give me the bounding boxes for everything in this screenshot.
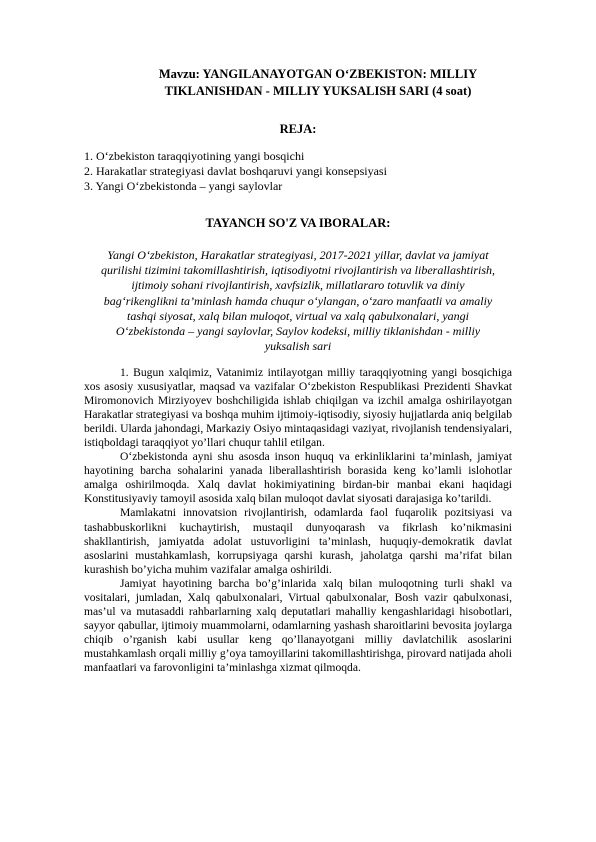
keywords-line: qurilishi tizimini takomillashtirish, iqtisodiyotni rivojlantirish va liberallashtirish, [100, 263, 496, 278]
keywords-line: ijtimoiy sohani rivojlantirish, xavfsizlik, millatlararo totuvlik va diniy [131, 278, 465, 293]
keywords-heading: TAYANCH SO'Z VA IBORALAR: [205, 216, 391, 230]
plan-item: 3. Yangi O‘zbekistonda – yangi saylovlar [84, 179, 283, 193]
keywords-line: Yangi O‘zbekiston, Harakatlar strategiyasi, 2017-2021 yillar, davlat va jamiyat [107, 248, 489, 262]
paragraph: Jamiyat hayotining barcha bo’g’inlarida xalq bilan muloqotning turli shakl va vositalari, jumladan, Xalq qabulxonalari, Virtual qabulxonalar, Bosh vazir qabulxonasi, mas’ul va mutasaddi rahbarlarning xalq deputatlari mahalliy kengashlaridagi hisobotlari, sayyor qabullar, ijtimoiy muammolarni, odamlarning yashash sharoitlarini bevosita joylarga chiqib o’rganish kabi usullar keng qo’llanayotgani milliy davlatchilik asoslarini mustahkamlash orqali milliy g’oya tamoyillarini takomillashtirishga, pirovard natijada aholi manfaatlari va farovonligini ta’minlashga xizmat qilmoqda. [84, 576, 512, 674]
title-line-1: Mavzu: YANGILANAYOTGAN O‘ZBEKISTON: MILLIY [158, 67, 478, 81]
keywords-line: tashqi siyosat, xalq bilan muloqot, virtual va xalq qabulxonalari, yangi [127, 308, 469, 323]
paragraph: Mamlakatni innovatsion rivojlantirish, odamlarda faol fuqarolik pozitsiyasi va tashabbuskorlikni kuchaytirish, mustaqil dunyoqarash va fikrlash ko’nikmasini shakllantirish, jamiyatda adolat ustuvorligini ta’minlash, huquqiy-demokratik davlat asoslarini mustahkamlash, korrupsiyaga qarshi kurash, jaholatga qarshi ma’rifat bilan kurashish bo’yicha muhim vazifalar amalga oshirildi. [84, 506, 512, 576]
keywords-line: yuksalish sari [264, 339, 332, 354]
paragraph: 1. Bugun xalqimiz, Vatanimiz intilayotgan milliy taraqqiyotning yangi bosqichiga xos asosiy xususiyatlar, maqsad va vazifalar O‘zbekiston Respublikasi Prezidenti Shavkat Miromonovich Mirziyoyev boshchiligida ishlab chiqilgan va izchil amalga oshirilayotgan Harakatlar strategiyasi va boshqa muhim ijtimoiy-iqtisodiy, siyosiy hujjatlarda aniq belgilab berildi. Ularda jahondagi, Markaziy Osiyo mintaqasidagi vaziyat, rivojlanish tendensiyalari, istiqboldagi taraqqiyot yo’llari chuqur tahlil etilgan. [84, 366, 512, 450]
paragraph: O‘zbekistonda ayni shu asosda inson huquq va erkinliklarini ta’minlash, jamiyat hayotining barcha sohalarini yanada liberallashtirish borasida keng ko’lamli islohotlar amalga oshirilmoqda. Xalq davlat hokimiyatining birdan-bir manbai ekani haqidagi Konstitusiyaviy tamoyil asosida xalq bilan muloqot davlat siyosati darajasiga ko’tarildi. [84, 450, 512, 506]
keywords-block [84, 248, 512, 354]
title-line-2: TIKLANISHDAN - MILLIY YUKSALISH SARI (4 soat) [164, 84, 472, 98]
plan-item: 1. O‘zbekiston taraqqiyotining yangi bosqichi [84, 149, 305, 163]
keywords-line: bag‘rikenglikni ta’minlash hamda chuqur o‘ylangan, o‘zaro manfaatli va amaliy [103, 293, 493, 308]
plan-heading: REJA: [279, 122, 317, 136]
keywords-line: O‘zbekistonda – yangi saylovlar, Saylov kodeksi, milliy tiklanishdan - milliy [115, 324, 481, 339]
body-text [84, 366, 512, 675]
plan-list [84, 149, 512, 194]
document-title [128, 66, 508, 100]
plan-item: 2. Harakatlar strategiyasi davlat boshqaruvi yangi konsepsiyasi [84, 164, 387, 178]
